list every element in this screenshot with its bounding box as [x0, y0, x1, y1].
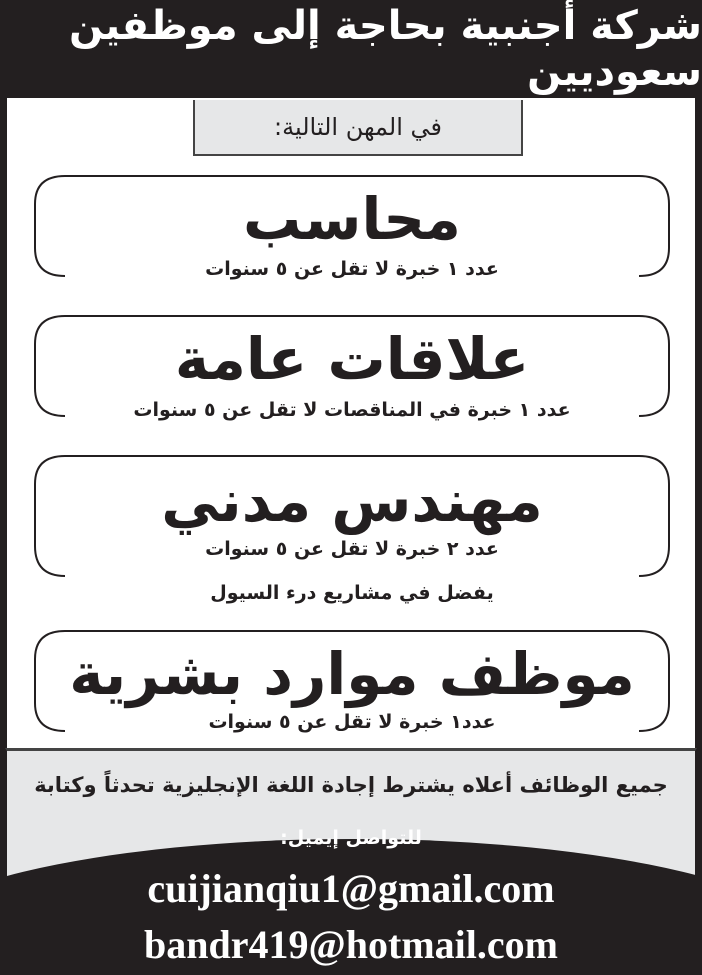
language-requirement: جميع الوظائف أعلاه يشترط إجادة اللغة الإنجليزية تحدثاً وكتابة — [34, 773, 668, 797]
job-detail-preference: يفضل في مشاريع درء السيول — [210, 582, 494, 604]
job-title: محاسب — [243, 185, 461, 253]
email-link-gmail[interactable]: cuijianqiu1@gmail.com — [147, 866, 555, 911]
job-card-civil-engineer — [25, 448, 679, 613]
job-card-hr-officer — [25, 623, 679, 743]
ad-title: شركة أجنبية بحاجة إلى موظفين سعوديين — [68, 3, 702, 95]
job-title: موظف موارد بشرية — [69, 640, 635, 708]
job-detail: عدد ١ خبرة لا تقل عن ٥ سنوات — [205, 258, 499, 280]
job-detail: عدد١ خبرة لا تقل عن ٥ سنوات — [208, 711, 496, 733]
ad-footer — [0, 748, 702, 975]
subtitle: في المهن التالية: — [274, 113, 442, 141]
subtitle-box — [193, 100, 523, 156]
email-link-hotmail[interactable]: bandr419@hotmail.com — [144, 922, 558, 967]
job-card-public-relations — [25, 308, 679, 433]
job-detail: عدد ٢ خبرة لا تقل عن ٥ سنوات — [205, 538, 499, 560]
footer-panel — [5, 748, 697, 975]
job-title: علاقات عامة — [174, 325, 530, 393]
job-detail: عدد ١ خبرة في المناقصات لا تقل عن ٥ سنوات — [133, 399, 571, 421]
contact-label: للتواصل إيميل: — [280, 827, 422, 849]
jobs-panel — [5, 98, 697, 748]
job-card-accountant — [25, 168, 679, 288]
job-title: مهندس مدني — [161, 467, 543, 535]
ad-header — [0, 0, 702, 98]
